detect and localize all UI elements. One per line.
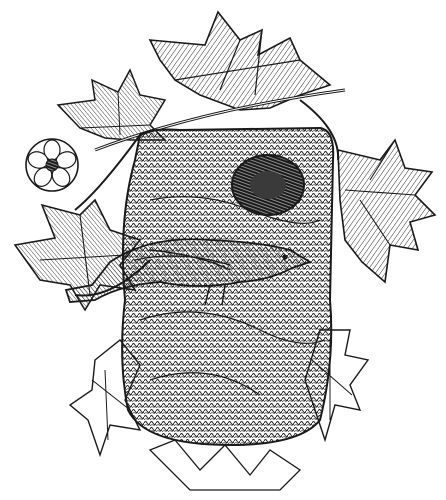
bottom-leaf-base	[150, 440, 300, 490]
left-upper-leaf	[58, 70, 165, 140]
nest-opening	[232, 155, 304, 215]
right-leaf	[338, 140, 435, 282]
flower	[26, 139, 78, 191]
bird-eye	[282, 254, 287, 259]
